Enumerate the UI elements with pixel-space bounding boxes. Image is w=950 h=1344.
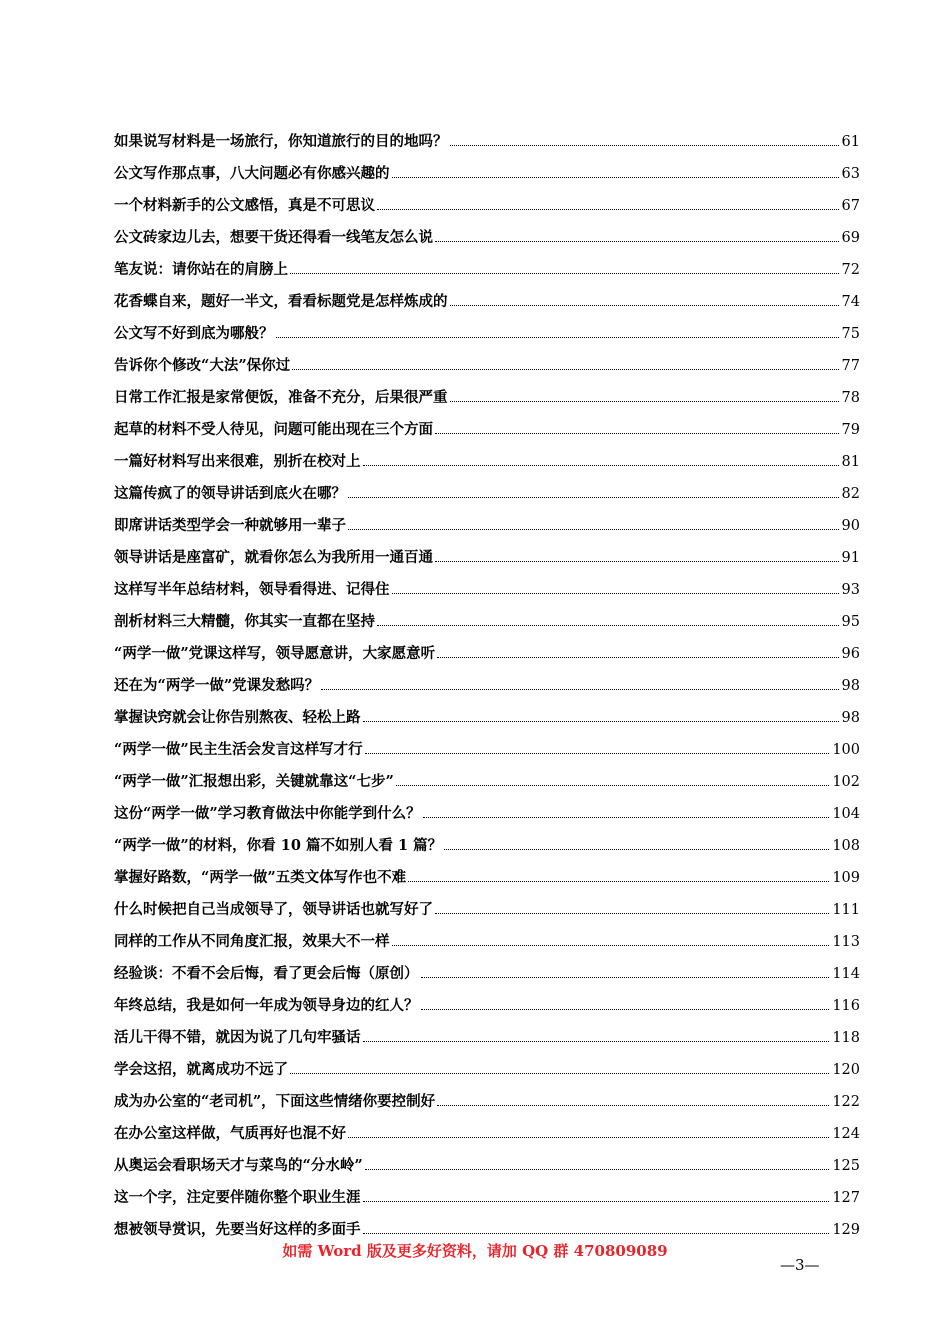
toc-dot-leader — [365, 1168, 830, 1170]
toc-entry-title: 成为办公室的“老司机”，下面这些情绪你要控制好 — [114, 1092, 436, 1110]
page-number: —3— — [780, 1256, 820, 1274]
toc-entry-title: 如果说写材料是一场旅行，你知道旅行的目的地吗？ — [114, 132, 448, 150]
toc-dot-leader — [435, 560, 839, 562]
toc-entry[interactable] — [114, 373, 860, 405]
toc-entry[interactable] — [114, 1077, 860, 1109]
toc-entry[interactable] — [114, 661, 860, 693]
toc-entry-title: 年终总结，我是如何一年成为领导身边的红人？ — [114, 996, 419, 1014]
toc-entry-title: 还在为“两学一做”党课发愁吗？ — [114, 676, 320, 694]
toc-entry[interactable] — [114, 181, 860, 213]
toc-dot-leader — [363, 720, 839, 722]
toc-entry-title: 公文写作那点事，八大问题必有你感兴趣的 — [114, 164, 390, 182]
toc-entry-title: 在办公室这样做，气质再好也混不好 — [114, 1124, 346, 1142]
toc-dot-leader — [392, 592, 839, 594]
toc-entry-page: 63 — [841, 165, 860, 182]
toc-entry-page: 90 — [841, 517, 860, 534]
toc-entry-title: 一个材料新手的公文感悟，真是不可思议 — [114, 196, 375, 214]
toc-entry-title: 经验谈：不看不会后悔，看了更会后悔（原创） — [114, 964, 419, 982]
toc-entry[interactable] — [114, 501, 860, 533]
toc-entry-page: 98 — [841, 709, 860, 726]
toc-entry-page: 82 — [841, 485, 860, 502]
toc-entry-title: 活儿干得不错，就因为说了几句牢骚话 — [114, 1028, 361, 1046]
toc-entry-title: 从奥运会看职场天才与菜鸟的“分水岭” — [114, 1156, 363, 1174]
toc-entry[interactable] — [114, 757, 860, 789]
toc-entry[interactable] — [114, 309, 860, 341]
toc-dot-leader — [450, 304, 839, 306]
toc-entry-page: 78 — [841, 389, 860, 406]
toc-entry[interactable] — [114, 533, 860, 565]
toc-dot-leader — [435, 432, 839, 434]
toc-entry[interactable] — [114, 917, 860, 949]
toc-entry[interactable] — [114, 437, 860, 469]
toc-entry-title: 公文写不好到底为哪般？ — [114, 324, 274, 342]
toc-dot-leader — [392, 944, 830, 946]
toc-dot-leader — [377, 624, 839, 626]
toc-entry-page: 75 — [841, 325, 860, 342]
toc-dot-leader — [292, 368, 838, 370]
toc-dot-leader — [437, 1104, 829, 1106]
toc-entry-page: 124 — [832, 1125, 860, 1142]
toc-entry-page: 93 — [841, 581, 860, 598]
toc-dot-leader — [348, 1136, 829, 1138]
toc-entry[interactable] — [114, 341, 860, 373]
footer-note: 如需 Word 版及更多好资料，请加 QQ 群 470809089 — [282, 1242, 668, 1260]
toc-entry[interactable] — [114, 1045, 860, 1077]
toc-dot-leader — [435, 912, 829, 914]
toc-entry-page: 96 — [841, 645, 860, 662]
toc-entry[interactable] — [114, 469, 860, 501]
toc-entry[interactable] — [114, 405, 860, 437]
toc-entry-title: “两学一做”民主生活会发言这样写才行 — [114, 740, 363, 758]
toc-entry-title: 掌握诀窍就会让你告别熬夜、轻松上路 — [114, 708, 361, 726]
toc-entry-page: 109 — [832, 869, 860, 886]
toc-entry-page: 67 — [841, 197, 860, 214]
toc-entry[interactable] — [114, 1205, 860, 1237]
toc-dot-leader — [421, 976, 830, 978]
toc-entry-page: 111 — [832, 901, 860, 918]
toc-dot-leader — [290, 1072, 829, 1074]
toc-entry-title: 什么时候把自己当成领导了，领导讲话也就写好了 — [114, 900, 433, 918]
toc-entry[interactable] — [114, 277, 860, 309]
toc-entry-title: “两学一做”党课这样写，领导愿意讲，大家愿意听 — [114, 644, 436, 662]
table-of-contents — [114, 117, 860, 1237]
toc-entry-page: 102 — [832, 773, 860, 790]
toc-dot-leader — [365, 752, 830, 754]
toc-entry-title: 公文砖家边儿去，想要干货还得看一线笔友怎么说 — [114, 228, 433, 246]
toc-entry[interactable] — [114, 213, 860, 245]
toc-entry[interactable] — [114, 117, 860, 149]
toc-entry-title: 想被领导赏识，先要当好这样的多面手 — [114, 1220, 361, 1238]
toc-entry-page: 72 — [841, 261, 860, 278]
toc-entry-page: 77 — [841, 357, 860, 374]
toc-entry-page: 113 — [832, 933, 860, 950]
toc-entry-page: 108 — [832, 837, 860, 854]
toc-dot-leader — [408, 880, 829, 882]
toc-entry[interactable] — [114, 1173, 860, 1205]
toc-entry-page: 118 — [832, 1029, 860, 1046]
toc-dot-leader — [321, 688, 838, 690]
toc-dot-leader — [348, 528, 839, 530]
toc-entry-title: 这篇传疯了的领导讲话到底火在哪？ — [114, 484, 346, 502]
toc-entry[interactable] — [114, 725, 860, 757]
toc-entry-title: 花香蝶自来，题好一半文，看看标题党是怎样炼成的 — [114, 292, 448, 310]
toc-dot-leader — [450, 144, 839, 146]
toc-entry-page: 69 — [841, 229, 860, 246]
toc-entry-page: 104 — [832, 805, 860, 822]
toc-entry[interactable] — [114, 1013, 860, 1045]
toc-entry-page: 91 — [841, 549, 860, 566]
toc-entry-title: 即席讲话类型学会一种就够用一辈子 — [114, 516, 346, 534]
toc-dot-leader — [363, 1040, 830, 1042]
toc-entry-title: 这一个字，注定要伴随你整个职业生涯 — [114, 1188, 361, 1206]
toc-dot-leader — [276, 336, 839, 338]
toc-entry[interactable] — [114, 1109, 860, 1141]
toc-entry-page: 81 — [841, 453, 860, 470]
toc-entry-page: 120 — [832, 1061, 860, 1078]
toc-dot-leader — [377, 208, 839, 210]
toc-entry-page: 61 — [841, 133, 860, 150]
toc-entry-page: 79 — [841, 421, 860, 438]
toc-entry-title: 领导讲话是座富矿，就看你怎么为我所用一通百通 — [114, 548, 433, 566]
toc-entry-page: 125 — [832, 1157, 860, 1174]
toc-entry-page: 116 — [832, 997, 860, 1014]
toc-entry[interactable] — [114, 629, 860, 661]
toc-entry-title: 这份“两学一做”学习教育做法中你能学到什么？ — [114, 804, 421, 822]
toc-dot-leader — [435, 240, 839, 242]
toc-dot-leader — [450, 400, 839, 402]
toc-entry-title: “两学一做”汇报想出彩，关键就靠这“七步” — [114, 772, 394, 790]
toc-entry-page: 74 — [841, 293, 860, 310]
toc-entry-page: 122 — [832, 1093, 860, 1110]
toc-entry-title: 同样的工作从不同角度汇报，效果大不一样 — [114, 932, 390, 950]
toc-entry-page: 98 — [841, 677, 860, 694]
toc-entry-title: 起草的材料不受人待见，问题可能出现在三个方面 — [114, 420, 433, 438]
toc-entry-title: 这样写半年总结材料，领导看得进、记得住 — [114, 580, 390, 598]
toc-entry[interactable] — [114, 949, 860, 981]
toc-dot-leader — [290, 272, 839, 274]
toc-dot-leader — [363, 464, 839, 466]
toc-dot-leader — [421, 1008, 830, 1010]
toc-dot-leader — [363, 1232, 830, 1234]
toc-entry[interactable] — [114, 597, 860, 629]
toc-entry-title: 一篇好材料写出来很难，别折在校对上 — [114, 452, 361, 470]
toc-dot-leader — [423, 816, 830, 818]
toc-dot-leader — [392, 176, 839, 178]
toc-entry-page: 114 — [832, 965, 860, 982]
toc-entry[interactable] — [114, 245, 860, 277]
toc-entry-page: 95 — [841, 613, 860, 630]
toc-entry[interactable] — [114, 1141, 860, 1173]
toc-dot-leader — [348, 496, 839, 498]
toc-entry[interactable] — [114, 693, 860, 725]
toc-entry-title: 笔友说：请你站在的肩膀上 — [114, 260, 288, 278]
toc-entry-title: 学会这招，就离成功不远了 — [114, 1060, 288, 1078]
toc-entry-page: 127 — [832, 1189, 860, 1206]
toc-dot-leader — [396, 784, 829, 786]
toc-dot-leader — [437, 656, 838, 658]
toc-dot-leader — [363, 1200, 830, 1202]
toc-entry[interactable] — [114, 565, 860, 597]
toc-entry-title: 告诉你个修改“大法”保你过 — [114, 356, 291, 374]
toc-entry[interactable] — [114, 149, 860, 181]
toc-entry-page: 100 — [832, 741, 860, 758]
toc-dot-leader — [444, 848, 829, 850]
toc-entry[interactable] — [114, 885, 860, 917]
toc-entry-title: 剖析材料三大精髓，你其实一直都在坚持 — [114, 612, 375, 630]
toc-entry-title: “两学一做”的材料，你看 10 篇不如别人看 1 篇？ — [114, 836, 443, 854]
toc-entry[interactable] — [114, 821, 860, 853]
toc-entry[interactable] — [114, 981, 860, 1013]
toc-entry-title: 掌握好路数，“两学一做”五类文体写作也不难 — [114, 868, 407, 886]
toc-entry[interactable] — [114, 853, 860, 885]
toc-entry-page: 129 — [832, 1221, 860, 1238]
toc-entry[interactable] — [114, 789, 860, 821]
toc-entry-title: 日常工作汇报是家常便饭，准备不充分，后果很严重 — [114, 388, 448, 406]
